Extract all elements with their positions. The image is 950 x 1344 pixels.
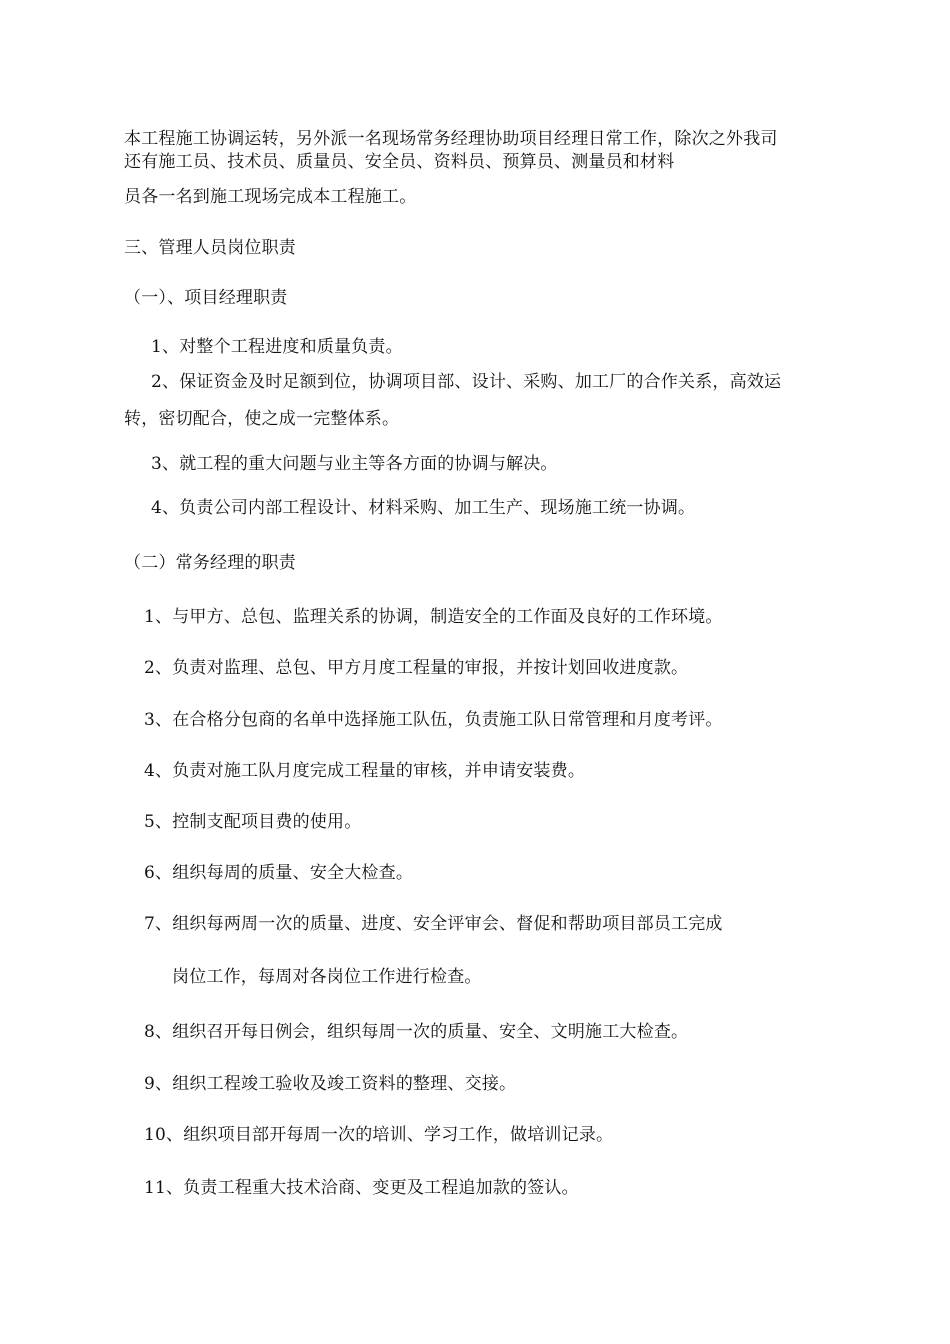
gm-duty-6: 6、组织每周的质量、安全大检查。 xyxy=(144,863,414,883)
gm-duty-4: 4、负责对施工队月度完成工程量的审核，并申请安装费。 xyxy=(144,761,586,781)
gm-duty-7: 7、组织每两周一次的质量、进度、安全评审会、督促和帮助项目部员工完成 xyxy=(144,914,723,934)
subsection-1-heading: （一）、项目经理职责 xyxy=(124,288,288,308)
pm-duty-1: 1、对整个工程进度和质量负责。 xyxy=(151,337,403,357)
gm-duty-5: 5、控制支配项目费的使用。 xyxy=(144,812,362,832)
pm-duty-3: 3、就工程的重大问题与业主等各方面的协调与解决。 xyxy=(151,454,558,474)
pm-duty-2-continued: 转，密切配合，使之成一完整体系。 xyxy=(124,409,400,429)
section-heading: 三、管理人员岗位职责 xyxy=(124,238,296,258)
pm-duty-2: 2、保证资金及时足额到位，协调项目部、设计、采购、加工厂的合作关系，高效运 xyxy=(151,372,782,392)
gm-duty-11: 11、负责工程重大技术洽商、变更及工程追加款的签认。 xyxy=(144,1178,579,1198)
gm-duty-10: 10、组织项目部开每周一次的培训、学习工作，做培训记录。 xyxy=(144,1125,614,1145)
gm-duty-8: 8、组织召开每日例会，组织每周一次的质量、安全、文明施工大检查。 xyxy=(144,1022,689,1042)
intro-line-2: 还有施工员、技术员、质量员、安全员、资料员、预算员、测量员和材料 xyxy=(124,152,675,172)
pm-duty-4: 4、负责公司内部工程设计、材料采购、加工生产、现场施工统一协调。 xyxy=(151,498,696,518)
intro-line-1: 本工程施工协调运转，另外派一名现场常务经理协助项目经理日常工作，除次之外我司 xyxy=(124,129,778,149)
gm-duty-1: 1、与甲方、总包、监理关系的协调，制造安全的工作面及良好的工作环境。 xyxy=(144,607,723,627)
subsection-2-heading: （二）常务经理的职责 xyxy=(124,553,296,573)
intro-line-3: 员各一名到施工现场完成本工程施工。 xyxy=(124,187,417,207)
gm-duty-2: 2、负责对监理、总包、甲方月度工程量的审报，并按计划回收进度款。 xyxy=(144,658,689,678)
gm-duty-9: 9、组织工程竣工验收及竣工资料的整理、交接。 xyxy=(144,1074,517,1094)
gm-duty-7-continued: 岗位工作，每周对各岗位工作进行检查。 xyxy=(172,967,482,987)
gm-duty-3: 3、在合格分包商的名单中选择施工队伍，负责施工队日常管理和月度考评。 xyxy=(144,710,723,730)
